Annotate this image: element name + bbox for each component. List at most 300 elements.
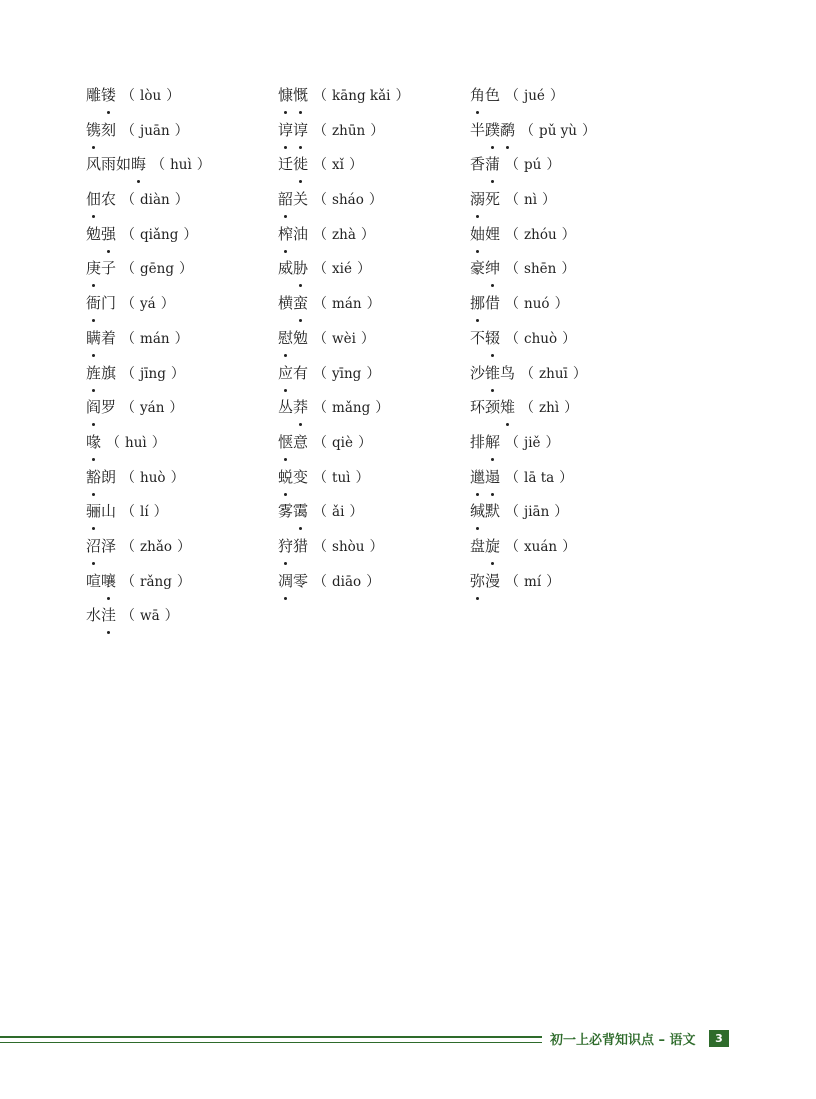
vocab-char: 瞒	[86, 323, 101, 353]
pinyin: qiǎng	[140, 226, 179, 243]
vocab-char: 泽	[101, 536, 117, 555]
paren-open: （	[121, 226, 136, 243]
vocab-entry	[86, 392, 276, 427]
pinyin: mí	[524, 573, 542, 590]
vocab-entry	[278, 392, 468, 427]
vocab-char: 漫	[485, 571, 501, 590]
pinyin: zhóu	[524, 226, 557, 243]
paren-close: ）	[169, 400, 184, 417]
vocab-char: 旗	[101, 363, 117, 382]
pinyin: xǐ	[332, 157, 344, 174]
vocab-char: 色	[485, 86, 501, 104]
vocab-word	[470, 468, 500, 486]
vocab-entry	[86, 288, 276, 323]
vocab-entry	[86, 115, 276, 150]
paren-close: ）	[174, 330, 189, 347]
vocab-char: 意	[293, 432, 309, 451]
vocab-entry	[278, 149, 468, 184]
paren-close: ）	[562, 538, 577, 555]
vocab-char: 洼	[101, 600, 116, 630]
pinyin: mǎng	[332, 400, 371, 417]
pinyin: yá	[140, 296, 156, 313]
paren-open: （	[505, 469, 520, 486]
paren-open: （	[151, 157, 166, 174]
pinyin: nì	[524, 192, 538, 209]
vocab-char: 镌	[86, 115, 101, 145]
vocab-word	[470, 329, 500, 347]
vocab-entry	[86, 496, 276, 531]
pinyin: zhuī	[539, 365, 568, 382]
vocab-char: 山	[101, 502, 117, 521]
pinyin: kāng kǎi	[332, 88, 391, 104]
vocab-char: 锥	[485, 358, 500, 388]
vocab-word	[470, 364, 515, 382]
footer-title: 初一上必背知识点 – 语文	[550, 1033, 696, 1048]
pinyin: nuó	[524, 296, 550, 313]
paren-open: （	[313, 88, 328, 104]
paren-close: ）	[369, 538, 384, 555]
paren-close: ）	[375, 400, 390, 417]
vocab-word	[278, 294, 308, 312]
pinyin: lòu	[140, 88, 162, 104]
vocab-char: 旌	[86, 358, 101, 388]
paren-open: （	[505, 261, 520, 278]
vocab-word	[470, 86, 500, 104]
vocab-entry	[278, 184, 468, 219]
paren-close: ）	[546, 157, 561, 174]
paren-open: （	[313, 226, 328, 243]
vocab-word	[278, 259, 308, 277]
pinyin: rǎng	[140, 573, 172, 590]
vocab-word	[278, 468, 308, 486]
vocab-char: 油	[293, 224, 309, 243]
vocab-char: 零	[293, 571, 309, 590]
vocab-entry	[470, 184, 660, 219]
paren-close: ）	[360, 330, 375, 347]
vocab-word	[86, 121, 116, 139]
vocab-char: 凋	[278, 566, 293, 596]
vocab-char: 勉	[293, 328, 309, 347]
vocab-word	[278, 364, 308, 382]
paren-open: （	[121, 573, 136, 590]
vocab-char: 蛮	[293, 288, 308, 318]
paren-close: ）	[349, 504, 364, 521]
pinyin: tuì	[332, 469, 351, 486]
paren-open: （	[505, 434, 520, 451]
vocab-word	[278, 190, 308, 208]
vocab-word	[86, 190, 116, 208]
pinyin: huò	[140, 469, 166, 486]
pinyin: jiě	[524, 434, 541, 451]
paren-close: ）	[559, 469, 574, 486]
paren-close: ）	[177, 538, 192, 555]
paren-close: ）	[395, 88, 410, 104]
vocab-word	[86, 155, 146, 173]
vocab-entry	[470, 531, 660, 566]
vocab-char: 衙	[86, 288, 101, 318]
paren-close: ）	[366, 296, 381, 313]
vocab-char: 佃	[86, 184, 101, 214]
vocab-word	[86, 502, 116, 520]
vocab-char: 默	[485, 502, 501, 521]
vocab-entry	[278, 427, 468, 462]
vocab-char: 农	[101, 190, 117, 209]
paren-open: （	[121, 88, 136, 104]
vocab-char: 风	[86, 155, 102, 174]
vocab-entry	[470, 392, 660, 427]
paren-close: ）	[572, 365, 587, 382]
vocab-char: 如	[116, 155, 132, 174]
paren-close: ）	[179, 261, 193, 278]
vocab-char: 蒲	[485, 149, 500, 179]
vocab-char: 猎	[293, 536, 309, 555]
paren-open: （	[505, 330, 520, 347]
paren-open: （	[505, 226, 520, 243]
vocab-entry	[86, 149, 276, 184]
paren-open: （	[313, 434, 328, 451]
paren-open: （	[313, 469, 328, 486]
vocab-char: 韶	[278, 184, 293, 214]
pinyin: huì	[125, 434, 147, 451]
vocab-entry	[470, 462, 660, 497]
paren-close: ）	[176, 573, 191, 590]
vocab-word	[470, 537, 500, 555]
pinyin: sháo	[332, 192, 364, 209]
pinyin: qiè	[332, 434, 353, 451]
paren-open: （	[520, 400, 535, 417]
paren-open: （	[520, 365, 535, 382]
page-footer	[0, 1026, 816, 1050]
vocab-char: 子	[101, 259, 117, 278]
vocab-char: 惬	[278, 427, 293, 457]
paren-open: （	[313, 538, 328, 555]
vocab-word	[86, 468, 116, 486]
paren-open: （	[106, 434, 121, 451]
vocab-word	[278, 433, 308, 451]
vocab-char: 威	[278, 259, 294, 278]
vocab-char: 邋	[470, 462, 485, 492]
vocab-word	[86, 537, 116, 555]
vocab-char: 嚷	[101, 566, 116, 596]
vocab-entry	[470, 80, 660, 115]
vocab-word	[470, 294, 500, 312]
paren-close: ）	[554, 296, 569, 313]
vocab-char: 不	[470, 328, 486, 347]
paren-close: ）	[542, 192, 557, 209]
paren-close: ）	[554, 504, 569, 521]
vocab-entry	[86, 462, 276, 497]
vocab-char: 变	[293, 467, 309, 486]
paren-open: （	[520, 122, 535, 139]
paren-open: （	[121, 504, 136, 521]
vocab-char: 骊	[86, 496, 101, 526]
vocab-char: 颈	[485, 398, 501, 417]
vocab-entry	[86, 566, 276, 601]
vocab-char: 雉	[500, 392, 515, 422]
vocab-word	[278, 572, 308, 590]
pinyin: yīng	[332, 365, 362, 382]
paren-close: ）	[151, 434, 166, 451]
vocab-word	[470, 398, 515, 416]
vocab-char: 慨	[293, 80, 308, 110]
vocab-entry	[470, 427, 660, 462]
vocab-char: 朗	[101, 467, 117, 486]
vocab-entry	[470, 253, 660, 288]
vocab-char: 蹼	[485, 115, 500, 145]
paren-open: （	[313, 261, 328, 278]
paren-open: （	[121, 608, 136, 625]
paren-close: ）	[160, 296, 175, 313]
vocab-char: 关	[293, 190, 309, 209]
vocab-entry	[278, 358, 468, 393]
paren-close: ）	[183, 226, 198, 243]
vocab-char: 慷	[278, 80, 293, 110]
paren-open: （	[121, 261, 136, 278]
pinyin: jiān	[524, 504, 550, 521]
paren-open: （	[313, 504, 328, 521]
vocab-char: 喙	[86, 427, 101, 457]
vocab-entry	[86, 323, 276, 358]
paren-close: ）	[545, 434, 560, 451]
vocab-word	[470, 259, 500, 277]
pinyin: lí	[140, 504, 149, 521]
vocab-char: 丛	[278, 398, 294, 417]
footer-rule	[0, 1036, 542, 1043]
paren-close: ）	[166, 88, 181, 104]
vocab-char: 鹬	[500, 115, 515, 145]
vocab-char: 溺	[470, 184, 485, 214]
vocab-char: 镂	[101, 80, 116, 110]
pinyin: shòu	[332, 538, 365, 555]
vocab-char: 雾	[278, 502, 294, 521]
pinyin: zhūn	[332, 122, 366, 139]
vocab-char: 辍	[485, 323, 500, 353]
paren-close: ）	[174, 192, 189, 209]
pinyin: diāo	[332, 573, 362, 590]
pinyin: ǎi	[332, 504, 345, 521]
vocab-char: 妯	[470, 219, 485, 249]
paren-open: （	[313, 296, 328, 313]
vocab-char: 徙	[293, 149, 308, 179]
paren-close: ）	[366, 365, 381, 382]
paren-open: （	[121, 469, 136, 486]
vocab-char: 勉	[86, 224, 102, 243]
paren-open: （	[313, 157, 328, 174]
vocab-word	[470, 190, 500, 208]
vocab-char: 阎	[86, 392, 101, 422]
vocab-char: 角	[470, 80, 485, 110]
vocab-char: 雕	[86, 86, 102, 104]
vocab-entry	[278, 115, 468, 150]
paren-open: （	[121, 365, 136, 382]
pinyin: huì	[170, 157, 192, 174]
vocab-char: 霭	[293, 496, 308, 526]
paren-close: ）	[366, 573, 381, 590]
vocab-char: 香	[470, 155, 486, 174]
vocab-char: 刻	[101, 120, 117, 139]
pinyin: xuán	[524, 538, 558, 555]
vocab-word	[86, 329, 116, 347]
vocab-entry	[278, 531, 468, 566]
vocab-word	[86, 86, 116, 104]
vocab-entry	[278, 496, 468, 531]
vocab-word	[86, 398, 116, 416]
paren-close: ）	[170, 365, 185, 382]
vocab-char: 排	[470, 432, 486, 451]
pinyin: mán	[140, 330, 170, 347]
pinyin: gēng	[140, 261, 174, 278]
vocab-char: 借	[485, 294, 501, 313]
vocab-entry	[86, 358, 276, 393]
vocab-char: 谆	[293, 115, 308, 145]
vocab-word	[470, 121, 515, 139]
vocab-entry	[278, 323, 468, 358]
paren-open: （	[121, 296, 136, 313]
vocab-char: 横	[278, 294, 294, 313]
pinyin: zhì	[539, 400, 560, 417]
vocab-word	[470, 502, 500, 520]
vocab-entry	[470, 496, 660, 531]
vocab-entry	[86, 219, 276, 254]
vocab-entry	[86, 600, 276, 635]
pinyin: pǔ yù	[539, 122, 577, 139]
pinyin: wèi	[332, 330, 356, 347]
vocab-entry	[470, 149, 660, 184]
paren-open: （	[505, 538, 520, 555]
paren-open: （	[313, 365, 328, 382]
paren-open: （	[121, 122, 136, 139]
vocab-char: 娌	[485, 224, 501, 243]
vocab-word	[278, 155, 308, 173]
vocab-entry	[470, 358, 660, 393]
paren-close: ）	[549, 88, 564, 104]
vocab-entry	[86, 80, 276, 115]
paren-close: ）	[170, 469, 185, 486]
vocab-char: 榨	[278, 219, 293, 249]
pinyin: xié	[332, 261, 352, 278]
vocab-char: 豪	[470, 259, 486, 278]
vocab-char: 蜕	[278, 462, 293, 492]
paren-close: ）	[368, 192, 383, 209]
paren-open: （	[313, 573, 328, 590]
vocab-entry	[470, 115, 660, 150]
vocab-word	[278, 329, 308, 347]
vocab-entry	[86, 427, 276, 462]
vocab-word	[278, 225, 308, 243]
vocab-word	[470, 225, 500, 243]
vocab-entry	[278, 288, 468, 323]
vocab-char: 慰	[278, 323, 293, 353]
vocab-char: 强	[101, 219, 116, 249]
paren-close: ）	[357, 434, 372, 451]
vocab-word	[278, 502, 308, 520]
paren-open: （	[505, 296, 520, 313]
pinyin: jīng	[140, 365, 166, 382]
vocab-char: 庚	[86, 253, 101, 283]
pinyin: juān	[140, 122, 170, 139]
vocab-entry	[470, 219, 660, 254]
word-column-3	[470, 80, 660, 600]
vocab-word	[470, 572, 500, 590]
pinyin: mán	[332, 296, 362, 313]
vocab-word	[86, 225, 116, 243]
vocab-char: 门	[101, 294, 117, 313]
vocab-word	[278, 537, 308, 555]
pinyin: shēn	[524, 261, 557, 278]
paren-close: ）	[360, 226, 375, 243]
vocab-char: 环	[470, 398, 486, 417]
vocab-word	[86, 294, 116, 312]
paren-close: ）	[564, 400, 579, 417]
vocab-entry	[470, 566, 660, 601]
paren-open: （	[121, 330, 136, 347]
pinyin: jué	[524, 88, 545, 104]
paren-close: ）	[561, 261, 576, 278]
paren-close: ）	[370, 122, 385, 139]
vocab-entry	[278, 566, 468, 601]
vocab-char: 迁	[278, 155, 294, 174]
paren-close: ）	[153, 504, 168, 521]
vocab-entry	[470, 288, 660, 323]
vocab-char: 有	[293, 363, 309, 382]
pinyin: chuò	[524, 330, 558, 347]
vocab-word	[278, 86, 308, 104]
pinyin: zhà	[332, 226, 356, 243]
paren-open: （	[313, 122, 328, 139]
vocab-char: 盘	[470, 536, 486, 555]
paren-open: （	[505, 88, 520, 104]
vocab-char: 弥	[470, 566, 485, 596]
vocab-word	[86, 259, 116, 277]
word-column-1	[86, 80, 276, 635]
vocab-word	[86, 572, 116, 590]
vocab-word	[86, 364, 116, 382]
paren-open: （	[313, 192, 328, 209]
vocab-char: 莽	[293, 392, 308, 422]
vocab-word	[278, 398, 308, 416]
vocab-char: 死	[485, 190, 501, 209]
vocab-char: 遢	[485, 462, 500, 492]
vocab-entry	[86, 184, 276, 219]
paren-open: （	[313, 330, 328, 347]
paren-close: ）	[582, 122, 596, 139]
page-number: 3	[709, 1030, 729, 1047]
vocab-char: 水	[86, 606, 102, 625]
pinyin: diàn	[140, 192, 170, 209]
vocab-char: 胁	[293, 253, 308, 283]
paren-close: ）	[561, 226, 576, 243]
word-column-2	[278, 80, 468, 600]
vocab-char: 雨	[101, 155, 117, 174]
vocab-entry	[278, 462, 468, 497]
paren-open: （	[121, 192, 136, 209]
vocab-char: 沼	[86, 531, 101, 561]
pinyin: wā	[140, 608, 160, 625]
paren-close: ）	[356, 261, 371, 278]
vocab-char: 旋	[485, 531, 500, 561]
paren-close: ）	[174, 122, 189, 139]
vocab-word	[470, 155, 500, 173]
pinyin: zhǎo	[140, 538, 173, 555]
vocab-char: 罗	[101, 398, 117, 417]
vocab-word	[278, 121, 308, 139]
paren-open: （	[505, 192, 520, 209]
vocab-word	[470, 433, 500, 451]
vocab-char: 狩	[278, 531, 293, 561]
vocab-entry	[278, 80, 468, 115]
paren-close: ）	[562, 330, 577, 347]
pinyin: pú	[524, 157, 542, 174]
